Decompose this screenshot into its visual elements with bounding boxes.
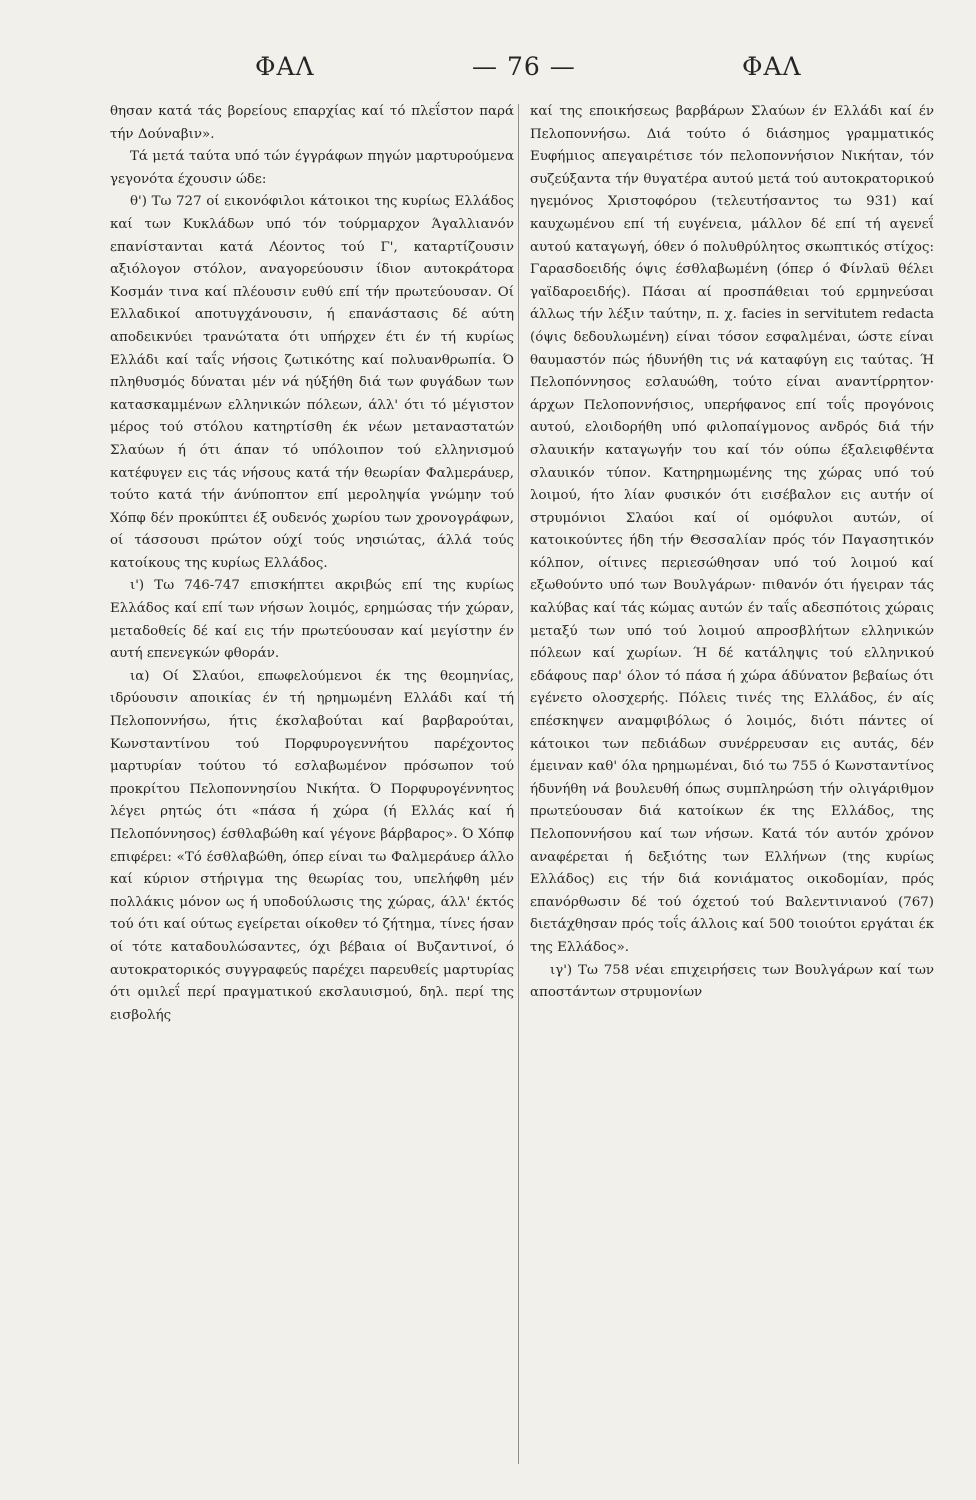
running-head-left: ΦΑΛ — [255, 52, 315, 81]
left-column — [110, 101, 514, 1481]
paragraph: Τά μετά ταύτα υπό τών έγγράφων πηγών μαρτυρούμενα γεγονότα έχουσιν ώδε: — [110, 149, 514, 187]
column-divider — [518, 104, 519, 1464]
right-column — [530, 101, 934, 1481]
paragraph: θ') Τω 727 οί εικονόφιλοι κάτοικοι της κυρίως Ελλάδος καί των Κυκλάδων υπό τόν τούρμαρχον Άγαλλιανόν επανίστανται κατά Λέοντος τού Γ', καταρτίζουσιν αξιόλογον στόλον, αναγορεύουσιν ίδιον αυτοκράτορα Κοσμάν τινα καί πλέουσιν ευθύ επί τήν πρωτεύουσαν. Οί Ελλαδικοί αποτυγχάνουσιν, ή επανάστασις δέ αύτη αποδεικνύει τρανώτατα ότι υπήρχεν έτι έν τή κυρίως Ελλάδι καί ταΐς νήσοις ζωτικότης καί πολυανθρωπία. Ό πληθυσμός δύναται μέν νά ηύξήθη διά των φυγάδων των κατασκαμμένων ελληνικών πόλεων, άλλ' ότι τό μέγιστον μέρος τού στόλου κατηρτίσθη έκ νέων μεταναστατών Σλαύων ή ότι άπαν τό υπόλοιπον τού ελληνισμού κατέφυγεν εις τάς νήσους κατά τήν θεωρίαν Φαλμεράυερ, τούτο κατά τήν άνύποπτον επί μεροληψία γνώμην τού Χόπφ δέν προκύπτει έξ ουδενός χωρίου των χρονογράφων, οί τάσσουσι πρώτον ούχί τούς νησιώτας, άλλά τούς κατοίκους της κυρίως Ελλάδος. — [110, 194, 514, 571]
paragraph: θησαν κατά τάς βορείους επαρχίας καί τό πλεΐστον παρά τήν Δούναβιν». — [110, 104, 514, 142]
paragraph: ια) Οί Σλαύοι, επωφελούμενοι έκ της θεομηνίας, ιδρύουσιν αποικίας έν τή ηρημωμένη Ελλάδι καί τή Πελοποννήσω, ήτις έκσλαβούται καί βαρβαρούται, Κωνσταντίνου τού Πορφυρογεννήτου παρέχοντος μαρτυρίαν τούτου τό εσλαβωμένον πρόσωπον τού προκρίτου Πελοποννησίου Νικήτα. Ό Πορφυρογέννητος λέγει ρητώς ότι «πάσα ή χώρα (ή Ελλάς καί ή Πελοπόννησος) έσθλαβώθη καί γέγονε βάρβαρος». Ό Χόπφ επιφέρει: «Τό έσθλαβώθη, όπερ είναι τω Φαλμεράυερ άλλο καί κύριον στήριγμα της θεωρίας του, υπελήφθη μέν πολλάκις μόνον ως ή υποδούλωσις της χώρας, άλλ' έκτός τού ότι καί ούτως εγείρεται οίκοθεν τό ζήτημα, τίνες ήσαν οί τότε καταδουλώσαντες, όχι βέβαια οί Βυζαντινοί, ό αυτοκρατορικός συγγραφεύς παρέχει παρευθείς μαρτυρίας ότι ομιλεΐ περί πραγματικού εκσλαυισμού, δηλ. περί της εισβολής — [110, 668, 514, 1023]
paragraph: καί της εποικήσεως βαρβάρων Σλαύων έν Ελλάδι καί έν Πελοποννήσω. Διά τούτο ό διάσημος γραμματικός Ευφήμιος απεγαιρέτισε τόν πελοποννήσιον Νικήταν, τόν συζεύξαντα τήν θυγατέρα αυτού μετά τού αυτοκρατορικού ηγεμόνος Χριστοφόρου (τελευτήσαντος τω 931) καί καυχωμένου επί τή ευγένεια, μάλλον δέ επί τή αγενεΐ αυτού καταγωγή, όθεν ό πολυθρύλητος σκωπτικός στίχος: Γαρασδοειδής όψις έσθλαβωμένη (όπερ ό Φίνλαϋ θέλει γαϊδαροειδής). Πάσαι αί προσπάθειαι τού ερμηνεύσαι άλλως τήν λέξιν ταύτην, π. χ. facies in servitutem redacta (όψις δεδουλωμένη) είναι τόσον εσφαλμέναι, ώστε είναι θαυμαστόν πώς ήδυνήθη τις νά καταφύγη εις ταύτας. Ή Πελοπόννησος εσλαυώθη, τούτο είναι αναντίρρητον· άρχων Πελοποννήσιος, υπερήφανος επί τοΐς προγόνοις αυτού, ελοιδορήθη υπό φιλοπαίγμονος ανδρός διά τήν σλαυικήν καταγωγήν του καί τόν ούπω έξαλειφθέντα σλαυικόν τύπον. Κατηρημωμένης της χώρας υπό τού λοιμού, ήτο λίαν φυσικόν ότι εισέβαλον εις αυτήν οί στρυμόνιοι Σλαύοι καί οί ομόφυλοι αυτών, οί κατοικούντες ήδη τήν Θεσσαλίαν πρός τόν Παγασητικόν κόλπον, οίτινες περιεσώθησαν υπό τού λοιμού καί εξωθούντο υπό των Βουλγάρων· πιθανόν ότι ήγειραν τάς καλύβας καί τάς κώμας αυτών έν ταΐς αδεσπότοις χώραις μεταξύ των υπό τού λοιμού απροσβλήτων ελληνικών πόλεων καί χωρίων. Ή δέ κατάληψις τού ελληνικού εδάφους παρ' όλον τό πάσα ή χώρα άδύνατον βεβαίως ότι εγένετο ολοσχερής. Πόλεις τινές της Ελλάδος, έν αίς επέσκηψεν αναμφιβόλως ό λοιμός, διότι πάντες οί κάτοικοι των πεδιάδων συνέρρευσαν εις αυτάς, δέν έμειναν καθ' όλα ηρημωμέναι, διό τω 755 ό Κωνσταντίνος ήδυνήθη νά βουλευθή όπως συμπληρώση τήν ολιγάριθμον πρωτεύουσαν διά κατοίκων έκ της Ελλάδος, της Πελοποννήσου καί των νήσων. Κατά τόν αυτόν χρόνον αναφέρεται ή δεξιότης των Ελλήνων (της κυρίως Ελλάδος) εις τήν διά κονιάματος οικοδομίαν, πρός επανόρθωσιν δέ τού όχετού τού Βαλεντινιανού (767) διετάχθησαν πρός τοΐς άλλοις καί 500 τοιούτοι εργάται έκ της Ελλάδος». — [530, 104, 934, 955]
page-number: — 76 — — [472, 52, 576, 81]
paragraph: ιγ') Τω 758 νέαι επιχειρήσεις των Βουλγάρων καί των αποστάντων στρυμονίων — [530, 962, 934, 1001]
paragraph: ι') Τω 746-747 επισκήπτει ακριβώς επί της κυρίως Ελλάδος καί επί των νήσων λοιμός, ερημώσας τήν χώραν, μεταδοθείς δέ καί εις τήν πρωτεύουσαν καί μεγίστην έν αυτή επενεγκών φθοράν. — [110, 578, 514, 662]
page-header — [0, 52, 976, 92]
running-head-right: ΦΑΛ — [742, 52, 802, 81]
